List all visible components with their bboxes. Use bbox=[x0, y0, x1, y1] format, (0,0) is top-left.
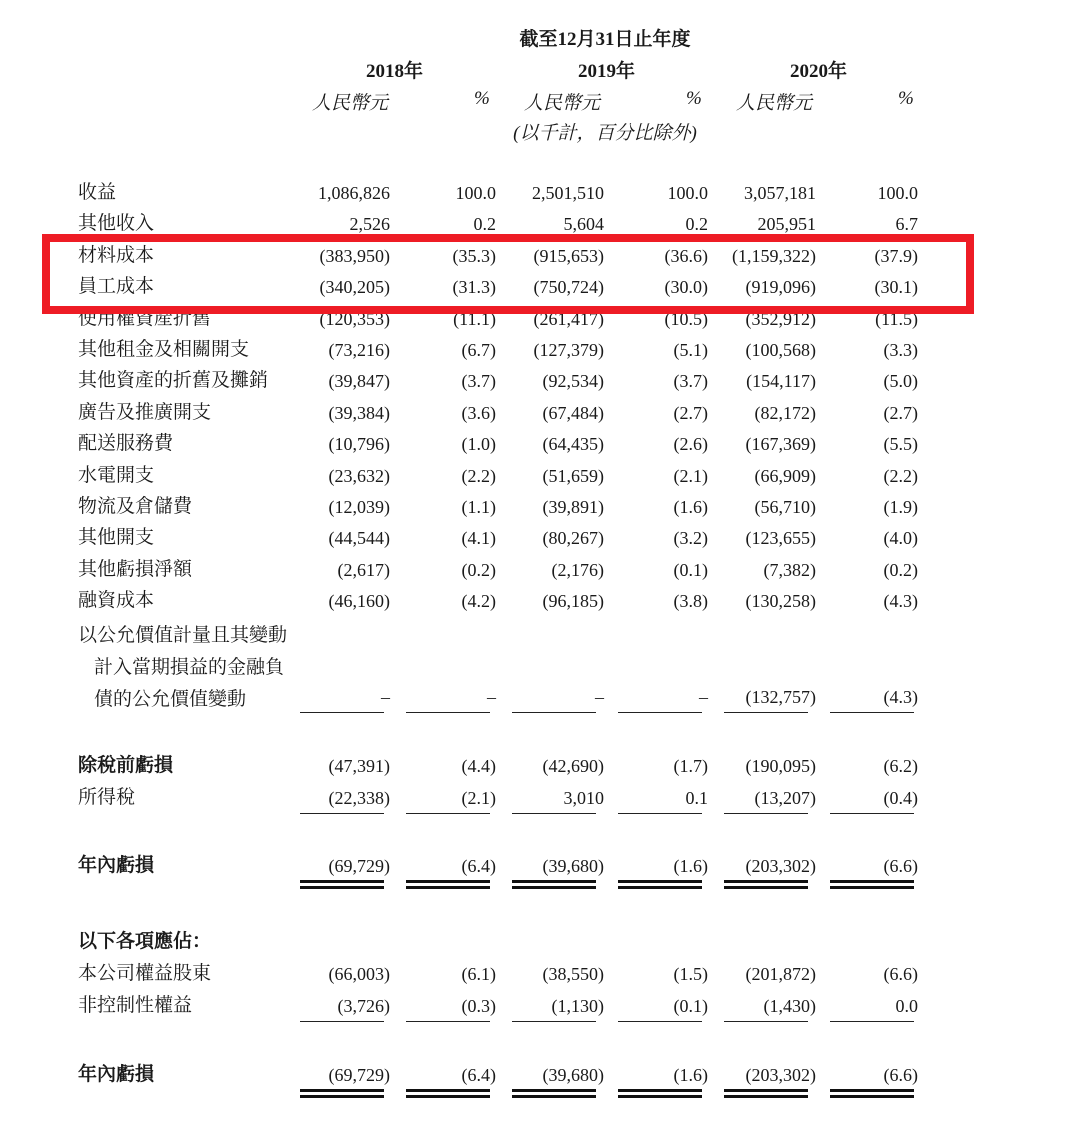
cell-2018-pct: (3.7) bbox=[461, 371, 496, 392]
cell-2018-rmb: (44,544) bbox=[328, 528, 390, 549]
row-label: 其他虧損淨額 bbox=[78, 558, 193, 580]
cell-2019-rmb: (750,724) bbox=[533, 277, 604, 298]
cell-2018-pct: 100.0 bbox=[455, 183, 496, 203]
total-double-rule bbox=[406, 880, 490, 889]
subtotal-rule bbox=[830, 1021, 914, 1022]
subtotal-rule bbox=[618, 712, 702, 713]
cell-2019-rmb: (96,185) bbox=[542, 591, 604, 612]
cell-2018-rmb: (23,632) bbox=[328, 465, 390, 486]
cell-2018-pct: (4.1) bbox=[461, 528, 496, 549]
cell-2020-rmb: 205,951 bbox=[757, 214, 816, 235]
cell-2018-pct: – bbox=[487, 687, 496, 707]
total-double-rule bbox=[300, 880, 384, 889]
cell-2018-pct: 0.2 bbox=[473, 214, 496, 235]
year-2018-header: 2018年 bbox=[366, 61, 424, 82]
cell-2019-rmb: 3,010 bbox=[563, 788, 604, 808]
total-double-rule bbox=[512, 1089, 596, 1098]
cell-2019-rmb: 2,501,510 bbox=[532, 183, 604, 203]
cell-2020-rmb: (1,430) bbox=[763, 996, 816, 1016]
cell-2020-pct: 0.0 bbox=[895, 996, 918, 1016]
cell-2019-pct: 100.0 bbox=[667, 183, 708, 203]
cell-2020-pct: (0.4) bbox=[883, 788, 918, 808]
cell-2018-rmb: (39,847) bbox=[328, 371, 390, 392]
percent-label-2020: % bbox=[898, 88, 914, 109]
cell-2019-pct: (1.5) bbox=[673, 964, 708, 984]
cell-2019-pct: 0.1 bbox=[685, 788, 708, 808]
fair-value-label-line: 債的公允價值變動 bbox=[94, 689, 247, 710]
cell-2019-pct: (30.0) bbox=[664, 277, 708, 298]
row-label: 水電開支 bbox=[78, 464, 155, 486]
year-2019-header: 2019年 bbox=[578, 61, 636, 82]
row-label: 廣告及推廣開支 bbox=[78, 401, 212, 423]
cell-2020-pct: (4.3) bbox=[883, 591, 918, 612]
cell-2019-pct: (1.6) bbox=[673, 1065, 708, 1085]
cell-2019-rmb: – bbox=[595, 687, 604, 707]
cell-2019-rmb: (92,534) bbox=[542, 371, 604, 392]
cell-2018-pct: (2.1) bbox=[461, 788, 496, 808]
total-double-rule bbox=[618, 880, 702, 889]
cell-2018-pct: (2.2) bbox=[461, 465, 496, 486]
cell-2018-pct: (3.6) bbox=[461, 402, 496, 423]
cell-2018-rmb: (47,391) bbox=[328, 756, 390, 776]
subtotal-rule bbox=[300, 813, 384, 814]
cell-2020-rmb: (919,096) bbox=[745, 277, 816, 298]
cell-2018-pct: (6.4) bbox=[461, 1065, 496, 1085]
table-row bbox=[0, 494, 1080, 526]
cell-2018-pct: (6.7) bbox=[461, 340, 496, 360]
cell-2019-rmb: (80,267) bbox=[542, 528, 604, 549]
row-label: 物流及倉儲費 bbox=[78, 496, 193, 517]
row-label: 其他資產的折舊及攤銷 bbox=[78, 370, 269, 392]
cell-2019-rmb: (915,653) bbox=[533, 245, 604, 266]
cell-2020-rmb: (66,909) bbox=[754, 465, 816, 486]
cell-2020-pct: (3.3) bbox=[883, 340, 918, 360]
table-row bbox=[0, 180, 1080, 212]
total-double-rule bbox=[618, 1089, 702, 1098]
cell-2019-pct: 0.2 bbox=[685, 214, 708, 235]
year-2020-header: 2020年 bbox=[790, 61, 848, 82]
cell-2018-rmb: (73,216) bbox=[328, 340, 390, 360]
cell-2020-rmb: (123,655) bbox=[745, 528, 816, 549]
cell-2018-rmb: 2,526 bbox=[349, 214, 390, 235]
subtotal-rule bbox=[724, 712, 808, 713]
cell-2020-pct: (0.2) bbox=[883, 559, 918, 580]
cell-2018-rmb: (3,726) bbox=[337, 996, 390, 1016]
cell-2020-pct: (6.6) bbox=[883, 1065, 918, 1085]
cell-2019-rmb: 5,604 bbox=[563, 214, 604, 235]
subtotal-rule bbox=[830, 813, 914, 814]
subtotal-rule bbox=[406, 1021, 490, 1022]
cell-2018-pct: (31.3) bbox=[452, 277, 496, 298]
cell-2019-pct: (3.7) bbox=[673, 371, 708, 392]
cell-2019-rmb: (38,550) bbox=[542, 964, 604, 984]
row-label: 融資成本 bbox=[78, 590, 155, 612]
cell-2020-rmb: (132,757) bbox=[745, 687, 816, 707]
cell-2018-rmb: (22,338) bbox=[328, 788, 390, 808]
total-double-rule bbox=[724, 880, 808, 889]
total-double-rule bbox=[512, 880, 596, 889]
cell-2018-pct: (6.4) bbox=[461, 856, 496, 876]
unit-note: (以千計，百分比除外) bbox=[513, 123, 697, 144]
owners-row bbox=[0, 961, 1080, 993]
cell-2020-rmb: (13,207) bbox=[754, 788, 816, 808]
cell-2020-rmb: (190,095) bbox=[745, 756, 816, 776]
row-label: 所得稅 bbox=[78, 787, 136, 808]
percent-label-2019: % bbox=[686, 88, 702, 109]
cell-2020-rmb: (1,159,322) bbox=[732, 245, 816, 266]
cell-2018-pct: (1.1) bbox=[461, 497, 496, 517]
row-label: 其他收入 bbox=[78, 213, 155, 235]
cell-2019-rmb: (42,690) bbox=[542, 756, 604, 776]
cell-2019-pct: (10.5) bbox=[664, 308, 708, 329]
fair-value-label-line: 以公允價值計量且其變動 bbox=[78, 625, 288, 646]
highlight-box bbox=[42, 234, 974, 314]
cell-2019-rmb: (2,176) bbox=[551, 559, 604, 580]
row-label: 年內虧損 bbox=[78, 1064, 155, 1085]
table-row bbox=[0, 337, 1080, 369]
cell-2019-rmb: (261,417) bbox=[533, 308, 604, 329]
cell-2019-pct: – bbox=[699, 687, 708, 707]
cell-2019-rmb: (1,130) bbox=[551, 996, 604, 1016]
cell-2019-pct: (2.7) bbox=[673, 402, 708, 423]
cell-2018-rmb: (39,384) bbox=[328, 402, 390, 423]
cell-2020-pct: (6.6) bbox=[883, 964, 918, 984]
cell-2018-rmb: (69,729) bbox=[328, 856, 390, 876]
cell-2019-pct: (3.2) bbox=[673, 528, 708, 549]
cell-2019-pct: (0.1) bbox=[673, 996, 708, 1016]
cell-2020-rmb: (100,568) bbox=[745, 340, 816, 360]
cell-2020-rmb: (203,302) bbox=[745, 1065, 816, 1085]
cell-2018-pct: (1.0) bbox=[461, 434, 496, 455]
cell-2020-pct: (6.6) bbox=[883, 856, 918, 876]
cell-2019-rmb: (39,891) bbox=[542, 497, 604, 517]
cell-2019-pct: (3.8) bbox=[673, 591, 708, 612]
subtotal-rule bbox=[512, 712, 596, 713]
row-label: 非控制性權益 bbox=[78, 995, 193, 1016]
subtotal-rule bbox=[724, 813, 808, 814]
table-row bbox=[0, 431, 1080, 463]
percent-label-2018: % bbox=[474, 88, 490, 109]
subtotal-rule bbox=[300, 712, 384, 713]
subtotal-rule bbox=[724, 1021, 808, 1022]
cell-2018-pct: (6.1) bbox=[461, 964, 496, 984]
total-double-rule bbox=[406, 1089, 490, 1098]
cell-2019-pct: (2.6) bbox=[673, 434, 708, 455]
cell-2020-rmb: (154,117) bbox=[746, 371, 816, 392]
attributable-heading: 以下各項應佔： bbox=[78, 931, 212, 952]
cell-2020-pct: 6.7 bbox=[895, 214, 918, 235]
cell-2020-pct: (4.0) bbox=[883, 528, 918, 549]
total-double-rule bbox=[830, 1089, 914, 1098]
row-label: 其他租金及相關開支 bbox=[78, 339, 250, 360]
cell-2019-pct: (1.6) bbox=[673, 497, 708, 517]
cell-2018-rmb: (340,205) bbox=[319, 277, 390, 298]
table-row bbox=[0, 557, 1080, 589]
cell-2020-rmb: (82,172) bbox=[754, 402, 816, 423]
cell-2018-pct: (11.1) bbox=[453, 308, 496, 329]
row-label: 本公司權益股東 bbox=[78, 963, 212, 984]
cell-2020-rmb: (130,258) bbox=[745, 591, 816, 612]
table-row bbox=[0, 525, 1080, 557]
row-label: 其他開支 bbox=[78, 527, 155, 549]
subtotal-rule bbox=[512, 1021, 596, 1022]
subtotal-rule bbox=[618, 813, 702, 814]
cell-2020-pct: (4.3) bbox=[883, 687, 918, 707]
cell-2019-pct: (0.1) bbox=[673, 559, 708, 580]
cell-2020-rmb: (203,302) bbox=[745, 856, 816, 876]
cell-2018-rmb: 1,086,826 bbox=[318, 183, 390, 203]
total-double-rule bbox=[724, 1089, 808, 1098]
cell-2020-pct: (1.9) bbox=[883, 497, 918, 517]
subtotal-rule bbox=[300, 1021, 384, 1022]
table-row bbox=[0, 463, 1080, 495]
cell-2020-pct: (5.5) bbox=[883, 434, 918, 455]
row-label: 除稅前虧損 bbox=[78, 755, 174, 776]
cell-2019-rmb: (127,379) bbox=[533, 340, 604, 360]
currency-label-2018: 人民幣元 bbox=[312, 93, 389, 114]
row-label: 使用權資產折舊 bbox=[78, 307, 212, 329]
row-label: 材料成本 bbox=[78, 244, 155, 266]
cell-2020-rmb: (167,369) bbox=[745, 434, 816, 455]
cell-2020-pct: (6.2) bbox=[883, 756, 918, 776]
row-label: 年內虧損 bbox=[78, 855, 155, 876]
cell-2019-rmb: (51,659) bbox=[542, 465, 604, 486]
cell-2018-rmb: (120,353) bbox=[319, 308, 390, 329]
fair-value-label-line: 計入當期損益的金融負 bbox=[94, 657, 285, 678]
cell-2018-rmb: – bbox=[381, 687, 390, 707]
cell-2018-pct: (0.3) bbox=[461, 996, 496, 1016]
cell-2018-rmb: (12,039) bbox=[328, 497, 390, 517]
cell-2018-rmb: (383,950) bbox=[319, 245, 390, 266]
row-label: 配送服務費 bbox=[78, 433, 174, 455]
cell-2018-pct: (4.2) bbox=[461, 591, 496, 612]
cell-2018-pct: (35.3) bbox=[452, 245, 496, 266]
cell-2020-pct: 100.0 bbox=[877, 183, 918, 203]
cell-2020-rmb: 3,057,181 bbox=[744, 183, 816, 203]
table-row bbox=[0, 368, 1080, 400]
period-heading: 截至12月31日止年度 bbox=[519, 29, 691, 50]
cell-2020-pct: (37.9) bbox=[874, 245, 918, 266]
pretax-loss-row bbox=[0, 753, 1080, 785]
cell-2018-pct: (4.4) bbox=[461, 756, 496, 776]
cell-2019-pct: (1.6) bbox=[673, 856, 708, 876]
subtotal-rule bbox=[618, 1021, 702, 1022]
cell-2018-rmb: (10,796) bbox=[328, 434, 390, 455]
cell-2019-rmb: (39,680) bbox=[542, 856, 604, 876]
cell-2020-pct: (11.5) bbox=[875, 308, 918, 329]
subtotal-rule bbox=[830, 712, 914, 713]
subtotal-rule bbox=[406, 712, 490, 713]
total-double-rule bbox=[830, 880, 914, 889]
subtotal-rule bbox=[406, 813, 490, 814]
cell-2019-pct: (5.1) bbox=[673, 340, 708, 360]
cell-2020-pct: (30.1) bbox=[874, 277, 918, 298]
cell-2019-rmb: (39,680) bbox=[542, 1065, 604, 1085]
cell-2020-rmb: (201,872) bbox=[745, 964, 816, 984]
cell-2020-rmb: (7,382) bbox=[763, 559, 816, 580]
cell-2018-rmb: (2,617) bbox=[337, 559, 390, 580]
cell-2019-rmb: (67,484) bbox=[542, 402, 604, 423]
cell-2019-rmb: (64,435) bbox=[542, 434, 604, 455]
cell-2020-rmb: (352,912) bbox=[745, 308, 816, 329]
cell-2020-pct: (2.7) bbox=[883, 402, 918, 423]
cell-2019-pct: (36.6) bbox=[664, 245, 708, 266]
cell-2018-rmb: (66,003) bbox=[328, 964, 390, 984]
cell-2018-rmb: (69,729) bbox=[328, 1065, 390, 1085]
row-label: 員工成本 bbox=[78, 276, 155, 298]
cell-2020-pct: (2.2) bbox=[883, 465, 918, 486]
table-row bbox=[0, 588, 1080, 620]
cell-2020-pct: (5.0) bbox=[883, 371, 918, 392]
currency-label-2020: 人民幣元 bbox=[736, 93, 813, 114]
cell-2020-rmb: (56,710) bbox=[754, 497, 816, 517]
cell-2018-pct: (0.2) bbox=[461, 559, 496, 580]
cell-2019-pct: (1.7) bbox=[673, 756, 708, 776]
subtotal-rule bbox=[512, 813, 596, 814]
row-label: 收益 bbox=[78, 182, 117, 203]
currency-label-2019: 人民幣元 bbox=[524, 93, 601, 114]
total-double-rule bbox=[300, 1089, 384, 1098]
cell-2019-pct: (2.1) bbox=[673, 465, 708, 486]
cell-2018-rmb: (46,160) bbox=[328, 591, 390, 612]
table-row bbox=[0, 400, 1080, 432]
